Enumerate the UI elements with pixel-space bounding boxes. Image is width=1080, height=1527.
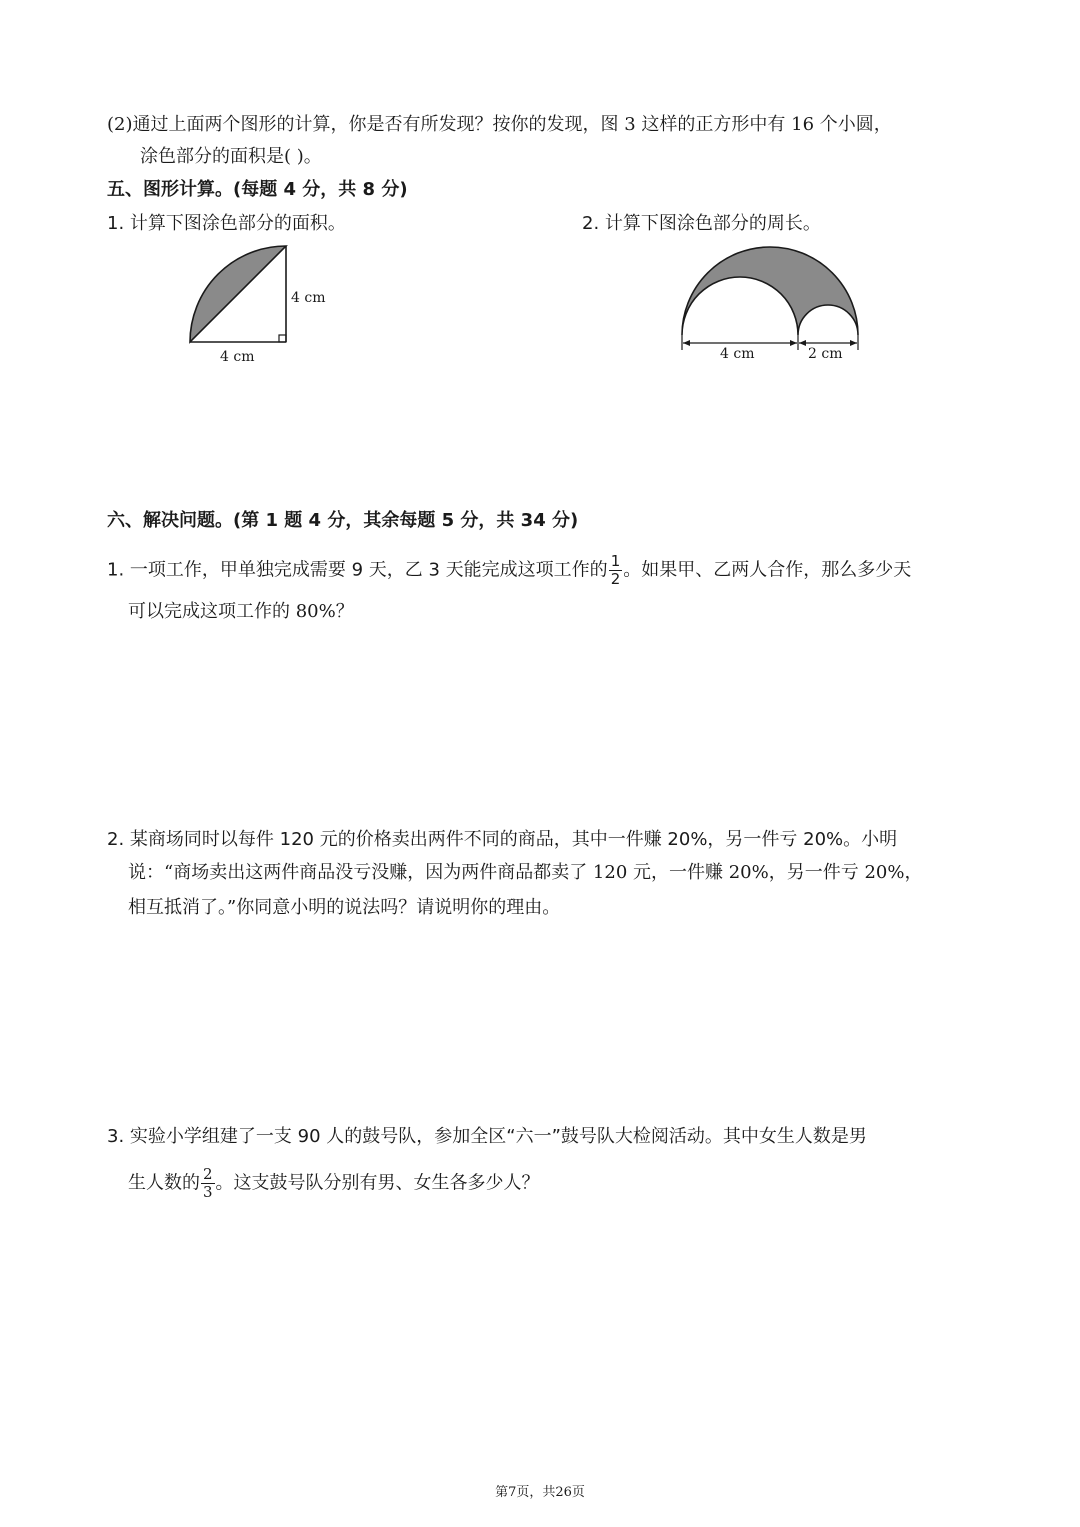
section6-q1-line1 bbox=[107, 553, 911, 588]
right-length-label: 2 cm bbox=[808, 346, 843, 362]
section6-q1-text-before: 1. 一项工作，甲单独完成需要 9 天，乙 3 天能完成这项工作的 bbox=[107, 559, 608, 581]
fraction-numerator: 2 bbox=[203, 1165, 213, 1183]
right-angle-mark bbox=[279, 335, 286, 342]
section6-q3-text-after: 。这支鼓号队分别有男、女生各多少人？ bbox=[215, 1172, 540, 1194]
section6-q3-line1: 3. 实验小学组建了一支 90 人的鼓号队，参加全区“六一”鼓号队大检阅活动。其中女生人数是男 bbox=[107, 1126, 867, 1147]
section6-q1-line2: 可以完成这项工作的 80%？ bbox=[128, 601, 354, 622]
section6-q2-line1: 2. 某商场同时以每件 120 元的价格卖出两件不同的商品，其中一件赚 20%，另一件亏 20%。小明 bbox=[107, 829, 898, 850]
section6-q1-text-after: 。如果甲、乙两人合作，那么多少天 bbox=[623, 559, 912, 581]
section6-q2-line3: 相互抵消了。”你同意小明的说法吗？请说明你的理由。 bbox=[128, 897, 561, 918]
shaded-segment bbox=[190, 246, 286, 342]
page-footer: 第7页，共26页 bbox=[495, 1485, 585, 1500]
fraction-denominator: 3 bbox=[203, 1183, 213, 1201]
section5-q2-prompt: 2. 计算下图涂色部分的周长。 bbox=[582, 213, 821, 234]
part4-q2-line2: 涂色部分的面积是( )。 bbox=[140, 146, 322, 167]
shaded-region bbox=[682, 247, 858, 335]
left-length-label: 4 cm bbox=[720, 346, 755, 362]
section5-q1-prompt: 1. 计算下图涂色部分的面积。 bbox=[107, 213, 346, 234]
section6-q3-text-before: 生人数的 bbox=[128, 1172, 200, 1194]
fraction-two-thirds bbox=[201, 1166, 215, 1201]
quarter-circle-figure bbox=[180, 245, 350, 370]
section5-heading: 五、图形计算。(每题 4 分，共 8 分) bbox=[107, 179, 408, 200]
section6-q2-line2: 说：“商场卖出这两件商品没亏没赚，因为两件商品都卖了 120 元，一件赚 20%，另一件亏 20%， bbox=[128, 862, 923, 883]
fraction-one-half bbox=[609, 553, 623, 588]
side-length-label: 4 cm bbox=[291, 290, 326, 306]
semicircles-figure bbox=[670, 240, 870, 370]
section6-heading: 六、解决问题。(第 1 题 4 分，其余每题 5 分，共 34 分) bbox=[107, 510, 579, 531]
section6-q3-line2 bbox=[128, 1166, 540, 1201]
fraction-denominator: 2 bbox=[610, 570, 621, 588]
part4-q2-line1: (2)通过上面两个图形的计算，你是否有所发现？按你的发现，图 3 这样的正方形中有 16 个小圆， bbox=[107, 114, 892, 135]
base-length-label: 4 cm bbox=[220, 349, 255, 365]
fraction-numerator: 1 bbox=[610, 552, 621, 570]
